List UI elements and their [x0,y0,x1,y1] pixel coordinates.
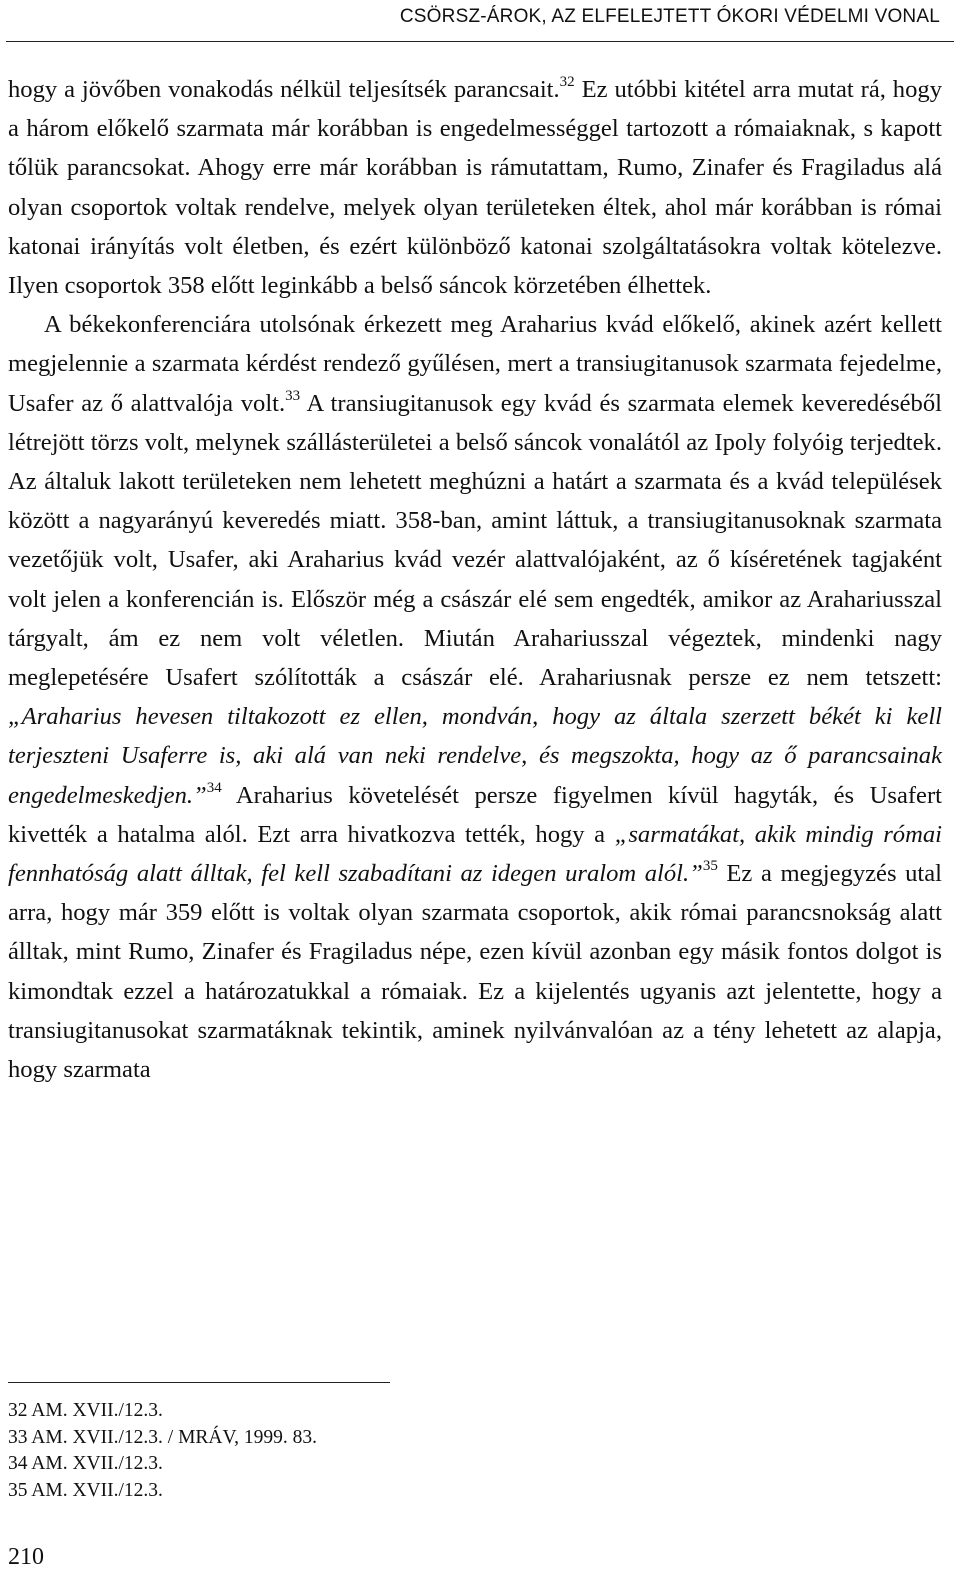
text-run: hogy a jövőben vonakodás nélkül teljesítsék parancsait. [8,76,560,103]
footnote-33: 33 AM. XVII./12.3. / MRÁV, 1999. 83. [8,1426,317,1448]
header-rule [6,41,954,42]
text-run: A békekonferenciára utolsónak érkezett meg Araharius kvád előkelő, akinek azért kellett megjelennie a szarmata kérdést rendező gyűlésen, mert a transiugitanusok szarmata fejedelme, Usafer az ő alattvalója volt. [8,311,942,417]
quotation-2: „sarmatákat, akik mindig római fennhatóság alatt álltak, fel kell szabadítani az idegen uralom alól.” [8,820,942,888]
footnote-rule [8,1382,390,1383]
text-run: Araharius követelését persze figyelmen kívül hagyták, és Usafert kivették a hatalma alól. Ezt arra hivatkozva tették, hogy a [8,781,942,848]
footnote-32: 32 AM. XVII./12.3. [8,1400,163,1421]
footnote-34: 34 AM. XVII./12.3. [8,1453,163,1474]
text-run: A transiugitanusok egy kvád és szarmata elemek keveredéséből létrejött törzs volt, melynek szállásterületei a belső sáncok vonalától az Ipoly folyóig terjedtek. Az általuk lakott területeken nem lehetett meghúzni a határt a szarmata és a kvád települések között a nagyarányú keveredés miatt. 358-ban, amint láttuk, a transiugitanusoknak szarmata vezetőjük volt, Usafer, aki Araharius kvád vezér alattvalójaként, az ő kíséretének tagjaként volt jelen a konferencián is. Először még a császár elé sem engedték, amikor az Arahariusszal tárgyalt, ám ez nem volt véletlen. Miután Arahariusszal végeztek, mindenki nagy meglepetésére Usafert szólították a császár elé. Arahariusnak persze ez nem tetszett: [8,389,942,692]
footnote-35: 35 AM. XVII./12.3. [8,1479,163,1501]
footnotes [8,1398,608,1504]
running-header [0,0,960,44]
footnote-ref-33[interactable]: 33 [285,387,301,404]
text-run: Ez a megjegyzés utal arra, hogy már 359 előtt is voltak olyan szarmata csoportok, akik római parancsnokság alatt álltak, mint Rumo, Zinafer és Fragiladus népe, ezen kívül azonban egy másik fontos dolgot is kimondtak ezzel a határozatukkal a rómaiak. Ez a kijelentés ugyanis azt jelentette, hogy a transiugitanusokat szarmatáknak tekintik, aminek nyilvánvalóan az a tény lehetett az alapja, hogy szarmata [8,860,942,1084]
footnote-ref-35[interactable]: 35 [702,858,718,875]
paragraph-2 [8,305,942,1089]
footnote-ref-34[interactable]: 34 [206,779,222,796]
page-number: 210 [8,1544,44,1570]
running-title: CSÖRSZ-ÁROK, AZ ELFELEJTETT ÓKORI VÉDELMI VONAL [399,6,940,27]
body-text [8,70,942,1089]
text-run: Ez utóbbi kitétel arra mutat rá, hogy a három előkelő szarmata már korábban is engedelmességgel tartozott a rómaiaknak, s kapott tőlük parancsokat. Ahogy erre már korábban is rámutattam, Rumo, Zinafer és Fragiladus alá olyan csoportok voltak rendelve, melyek olyan területeken éltek, ahol már korábban is római katonai irányítás volt életben, és ezért különböző katonai szolgáltatásokra voltak kötelezve. Ilyen csoportok 358 előtt leginkább a belső sáncok körzetében élhettek. [8,76,942,300]
quotation-1: „Araharius hevesen tiltakozott ez ellen, mondván, hogy az általa szerzett békét ki kell terjeszteni Usaferre is, aki alá van neki rendelve, és megszokta, hogy az ő parancsainak engedelmeskedjen.” [8,703,942,809]
paragraph-1 [8,70,942,305]
footnote-ref-32[interactable]: 32 [559,74,575,90]
